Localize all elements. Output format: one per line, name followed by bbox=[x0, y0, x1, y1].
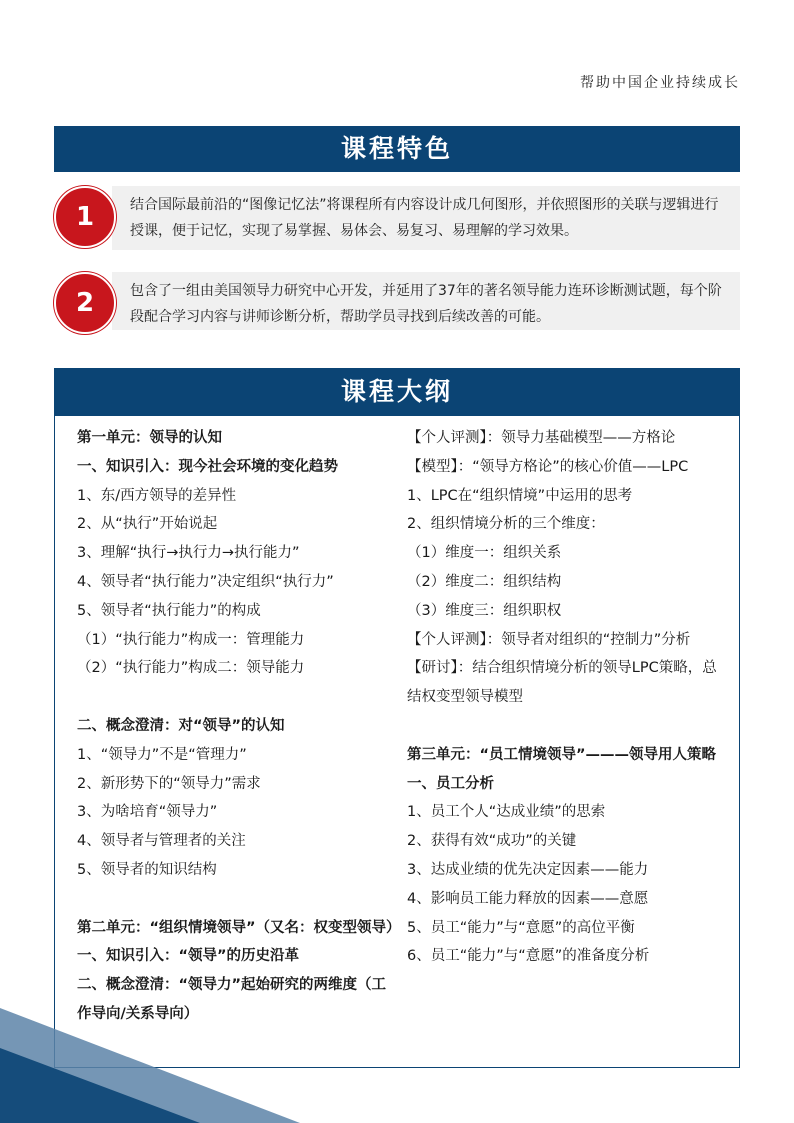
outline-item: 5、领导者的知识结构 bbox=[77, 861, 217, 878]
outline-item: 【模型】：“领导方格论”的核心价值——LPC bbox=[407, 458, 689, 475]
feature-item bbox=[54, 272, 740, 336]
outline-item: 1、东/西方领导的差异性 bbox=[77, 487, 237, 504]
outline-spacer bbox=[77, 885, 395, 914]
outline-item: 【研讨】：结合组织情境分析的领导LPC策略，总结权变型领导模型 bbox=[407, 660, 717, 706]
outline-banner bbox=[54, 368, 740, 416]
outline-item: 2、从“执行”开始说起 bbox=[77, 516, 218, 533]
outline-box bbox=[54, 416, 740, 1068]
outline-item: 2、组织情境分析的三个维度： bbox=[407, 516, 605, 533]
corner-decoration bbox=[0, 1008, 300, 1123]
outline-heading: 第一单元：领导的认知 bbox=[77, 430, 222, 446]
outline-left-column bbox=[77, 424, 401, 1029]
feature-text: 结合国际最前沿的“图像记忆法”将课程所有内容设计成几何图形，并依照图形的关联与逻辑进行授课，便于记忆，实现了易掌握、易体会、易复习、易理解的学习效果。 bbox=[112, 186, 740, 250]
tagline: 帮助中国企业持续成长 bbox=[580, 75, 740, 91]
outline-item: 5、员工“能力”与“意愿”的高位平衡 bbox=[407, 919, 635, 936]
outline-item: 2、获得有效“成功”的关键 bbox=[407, 833, 577, 850]
outline-heading: 第二单元：“组织情境领导”（又名：权变型领导） bbox=[77, 919, 401, 936]
outline-title: 课程大纲 bbox=[340, 377, 453, 406]
features-banner bbox=[54, 126, 740, 172]
outline-heading: 一、知识引入：现今社会环境的变化趋势 bbox=[77, 458, 338, 475]
outline-heading: 一、知识引入：“领导”的历史沿革 bbox=[77, 948, 300, 965]
outline-item: 【个人评测】：领导力基础模型——方格论 bbox=[407, 430, 676, 446]
outline-heading: 第三单元：“员工情境领导”———领导用人策略 bbox=[407, 746, 717, 763]
outline-heading: 一、员工分析 bbox=[407, 775, 494, 792]
outline-item: 1、员工个人“达成业绩”的思索 bbox=[407, 804, 606, 821]
outline-spacer bbox=[407, 712, 723, 741]
outline-item: 4、领导者“执行能力”决定组织“执行力” bbox=[77, 573, 334, 590]
outline-item: （2）“执行能力”构成二：领导能力 bbox=[77, 660, 305, 677]
outline-item: 3、为啥培育“领导力” bbox=[77, 804, 218, 821]
outline-item: 1、LPC在“组织情境”中运用的思考 bbox=[407, 487, 633, 504]
outline-item: 3、达成业绩的优先决定因素——能力 bbox=[407, 861, 649, 878]
outline-item: （1）“执行能力”构成一：管理能力 bbox=[77, 631, 305, 648]
outline-item: 1、“领导力”不是“管理力” bbox=[77, 746, 247, 763]
outline-heading: 二、概念澄清：“领导力”起始研究的两维度（工作导向/关系导向） bbox=[77, 977, 387, 1022]
outline-item: （2）维度二：组织结构 bbox=[407, 573, 562, 590]
outline-spacer bbox=[77, 683, 395, 712]
outline-right-column bbox=[407, 424, 723, 971]
feature-item bbox=[54, 186, 740, 250]
outline-item: 4、影响员工能力释放的因素——意愿 bbox=[407, 890, 649, 907]
features-title: 课程特色 bbox=[340, 134, 453, 163]
feature-number-badge: 1 bbox=[54, 186, 116, 248]
outline-item: 2、新形势下的“领导力”需求 bbox=[77, 775, 261, 792]
outline-heading: 二、概念澄清：对“领导”的认知 bbox=[77, 717, 285, 734]
outline-item: 3、理解“执行→执行力→执行能力” bbox=[77, 545, 300, 562]
outline-item: （3）维度三：组织职权 bbox=[407, 602, 562, 619]
outline-item: 4、领导者与管理者的关注 bbox=[77, 833, 246, 850]
outline-item: 6、员工“能力”与“意愿”的准备度分析 bbox=[407, 948, 650, 965]
outline-item: 5、领导者“执行能力”的构成 bbox=[77, 602, 261, 619]
outline-item: （1）维度一：组织关系 bbox=[407, 545, 562, 562]
feature-number-badge: 2 bbox=[54, 272, 116, 334]
outline-item: 【个人评测】：领导者对组织的“控制力”分析 bbox=[407, 631, 691, 648]
feature-text: 包含了一组由美国领导力研究中心开发，并延用了37年的著名领导能力连环诊断测试题，每个阶段配合学习内容与讲师诊断分析，帮助学员寻找到后续改善的可能。 bbox=[112, 272, 740, 330]
